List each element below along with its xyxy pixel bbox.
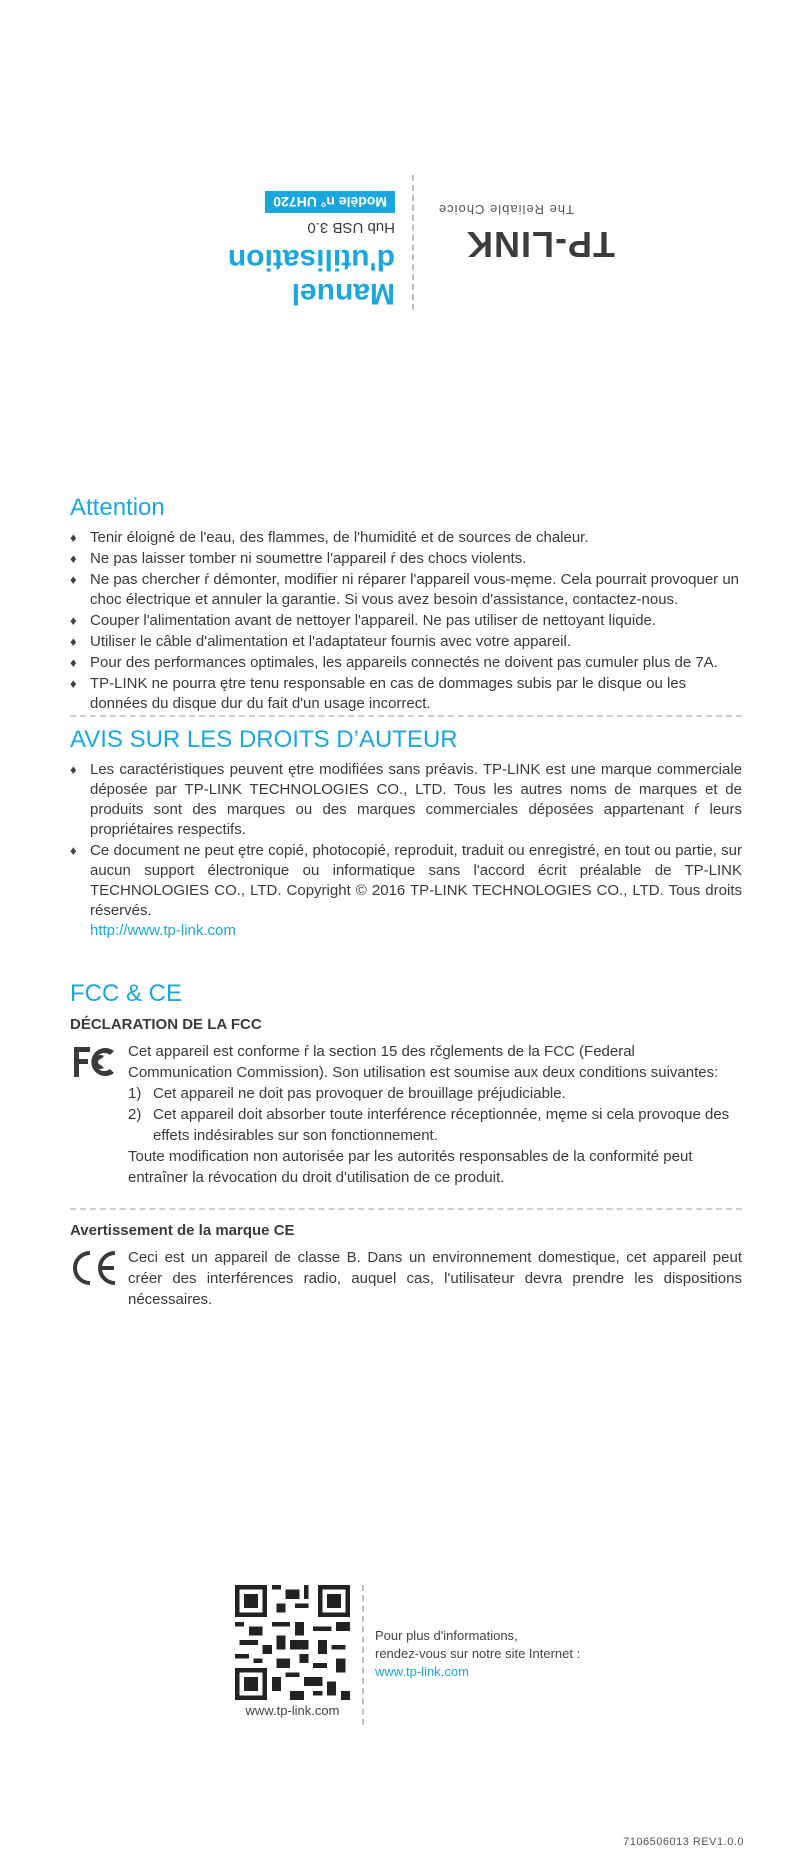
fcc-heading: FCC & CE bbox=[70, 980, 183, 1007]
list-item: ♦ Ne pas chercher ŕ démonter, modifier ni réparer l'appareil vous-męme. Cela pourrait provoquer un choc électrique et annuler la garantie. Si vous avez besoin d'assistance, contactez-nous. bbox=[70, 571, 740, 608]
list-item: ♦ Ne pas laisser tomber ni soumettre l'appareil ŕ des chocs violents. bbox=[70, 550, 527, 567]
copyright-section bbox=[70, 726, 742, 940]
list-item: ♦ Pour des performances optimales, les appareils connectés ne doivent pas cumuler plus de 7A. bbox=[70, 654, 718, 671]
diamond-icon: ♦ bbox=[70, 843, 77, 858]
footer-website-link[interactable]: www.tp-link.com bbox=[375, 1664, 469, 1679]
diamond-icon: ♦ bbox=[70, 655, 77, 670]
diamond-icon: ♦ bbox=[70, 634, 77, 649]
document-number: 7106506013 REV1.0.0 bbox=[623, 1836, 744, 1848]
list-item: ♦ TP-LINK ne pourra ętre tenu responsable en cas de dommages subis par le disque ou les données du disque dur du fait d'un usage incorrect. bbox=[70, 675, 687, 712]
attention-heading: Attention bbox=[70, 494, 165, 521]
cover-divider bbox=[412, 175, 414, 310]
qr-caption: www.tp-link.com bbox=[245, 1703, 340, 1718]
model-badge: Modèle n° UH720 bbox=[265, 191, 395, 213]
list-item: ♦ Les caractéristiques peuvent ętre modifiées sans préavis. TP-LINK est une marque commerciale déposée par TP-LINK TECHNOLOGIES CO., LTD. Tous les autres noms de marques et de produits sont des marques ou des marques commerciales déposées appartenant ŕ leurs propriétaires respectifs. bbox=[70, 761, 742, 838]
ce-declaration bbox=[70, 1247, 742, 1310]
fcc-logo-icon bbox=[70, 1041, 120, 1083]
list-item: 1) Cet appareil ne doit pas provoquer de brouillage préjudiciable. bbox=[128, 1085, 566, 1102]
footer-divider bbox=[362, 1585, 364, 1725]
manual-title-line1: Manuel bbox=[291, 277, 395, 310]
cover-panel bbox=[170, 160, 630, 320]
footer-info-line1: Pour plus d'informations, bbox=[375, 1628, 518, 1643]
diamond-icon: ♦ bbox=[70, 530, 77, 545]
fcc-note: Toute modification non autorisée par les autorités responsables de la conformité peut entraîner la révocation du droit d'utilisation de ce produit. bbox=[128, 1148, 693, 1186]
cover-title-block bbox=[175, 191, 395, 310]
footer bbox=[235, 1585, 615, 1725]
qr-code-icon[interactable] bbox=[235, 1585, 350, 1700]
fcc-declaration bbox=[70, 1041, 742, 1188]
attention-list bbox=[70, 528, 742, 714]
section-divider bbox=[70, 715, 742, 717]
fcc-section bbox=[70, 980, 742, 1188]
copyright-heading: AVIS SUR LES DROITS D’AUTEUR bbox=[70, 726, 458, 753]
brand-tagline: The Reliable Choice bbox=[437, 202, 574, 217]
list-item: ♦ Tenir éloigné de l'eau, des flammes, de l'humidité et de sources de chaleur. bbox=[70, 529, 589, 546]
list-item: ♦ Ce document ne peut ętre copié, photocopié, reproduit, traduit ou enregistré, en tout ou partie, sur aucun support électronique ou informatique sans l'accord écrit préalable de TP-LINK TECHNOLOGIES CO., LTD. Copyright © 2016 TP-LINK TECHNOLOGIES CO., LTD. Tous droits réservés. bbox=[70, 842, 742, 919]
ce-text: Ceci est un appareil de classe B. Dans un environnement domestique, cet appareil peut créer des interférences radio, auquel cas, l'utilisateur devra prendre les dispositions nécessaires. bbox=[128, 1249, 742, 1308]
product-name: Hub USB 3.0 bbox=[307, 219, 395, 236]
attention-section bbox=[70, 494, 742, 715]
list-item: 2) Cet appareil doit absorber toute interférence réceptionnée, męme si cela provoque des effets indésirables sur son fonctionnement. bbox=[128, 1106, 730, 1144]
brand-block bbox=[430, 160, 630, 320]
manual-title-line2: d'utilisation bbox=[227, 243, 395, 276]
copyright-list bbox=[70, 760, 742, 921]
diamond-icon: ♦ bbox=[70, 551, 77, 566]
diamond-icon: ♦ bbox=[70, 613, 77, 628]
ce-mark-icon bbox=[70, 1247, 120, 1289]
diamond-icon: ♦ bbox=[70, 572, 77, 587]
footer-info-line2: rendez-vous sur notre site Internet : bbox=[375, 1646, 581, 1661]
list-item: ♦ Utiliser le câble d'alimentation et l'adaptateur fournis avec votre appareil. bbox=[70, 633, 571, 650]
fcc-subheading: DÉCLARATION DE LA FCC bbox=[70, 1016, 262, 1033]
ce-section bbox=[70, 1222, 742, 1310]
fcc-intro: Cet appareil est conforme ŕ la section 15 des rčglements de la FCC (Federal Communication Commission). Son utilisation est soumise aux deux conditions suivantes: bbox=[128, 1043, 719, 1081]
footer-info bbox=[375, 1627, 580, 1681]
brand-logo: TP-LINK bbox=[466, 224, 615, 265]
list-item: ♦ Couper l'alimentation avant de nettoyer l'appareil. Ne pas utiliser de nettoyant liquide. bbox=[70, 612, 657, 629]
section-divider bbox=[70, 1208, 742, 1210]
diamond-icon: ♦ bbox=[70, 676, 77, 691]
fcc-text-block bbox=[128, 1041, 742, 1188]
ce-heading: Avertissement de la marque CE bbox=[70, 1222, 295, 1239]
fcc-conditions bbox=[128, 1083, 742, 1146]
copyright-link[interactable]: http://www.tp-link.com bbox=[90, 922, 236, 939]
diamond-icon: ♦ bbox=[70, 762, 77, 777]
